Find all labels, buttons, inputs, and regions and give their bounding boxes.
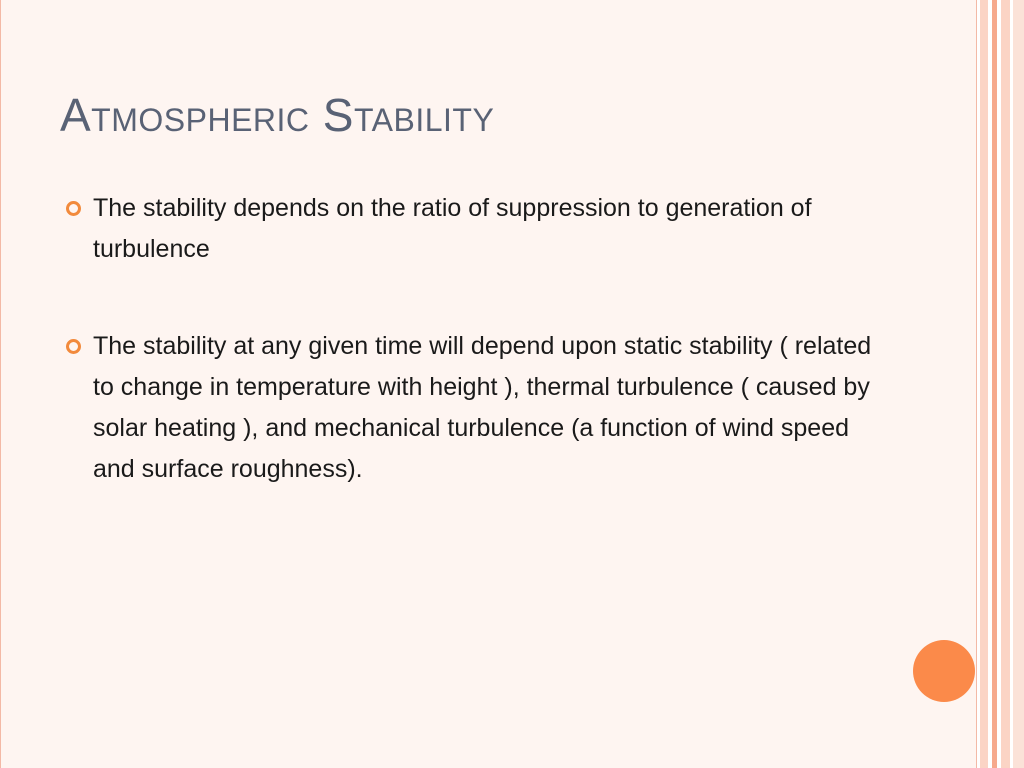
slide-title: Atmospheric Stability (60, 89, 495, 141)
bullet-item (66, 188, 886, 270)
bullet-text: The stability depends on the ratio of suppression to generation of turbulence (93, 194, 812, 263)
edge-stripe (1013, 0, 1024, 768)
bullet-item (66, 326, 886, 490)
ring-bullet-icon (66, 201, 81, 216)
bullet-list (66, 188, 886, 546)
bullet-text: The stability at any given time will depend upon static stability ( related to change in temperature with height ), thermal turbulence ( caused by solar heating ), and mechanical turbulence (a function of wind speed and surface roughness). (93, 332, 872, 483)
edge-stripe (980, 0, 988, 768)
ring-bullet-icon (66, 339, 81, 354)
orange-circle-icon (913, 640, 975, 702)
edge-stripe (1001, 0, 1010, 768)
